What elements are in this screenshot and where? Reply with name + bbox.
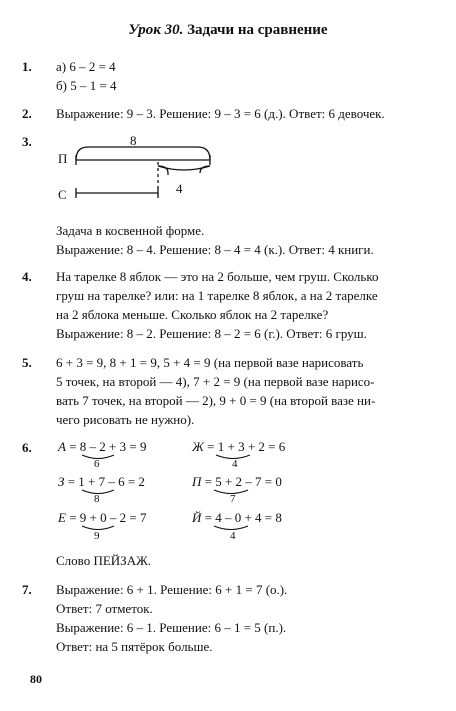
problem-5-line-4: чего рисовать не нужно).: [56, 412, 195, 427]
equation-letter: Ж: [192, 439, 204, 454]
problem-1-a: а) 6 – 2 = 4: [56, 59, 116, 74]
problem-5-number: 5.: [22, 355, 32, 370]
page-number: 80: [30, 672, 42, 686]
problem-2-number: 2.: [22, 106, 32, 121]
problem-1-number: 1.: [22, 59, 32, 74]
equation-y-subresult: 4: [230, 530, 236, 542]
lesson-topic: Задачи на сравнение: [187, 22, 328, 38]
problem-7-number: 7.: [22, 582, 32, 597]
problem-3-number: 3.: [22, 134, 32, 149]
problem-7-line-3: Выражение: 6 – 1. Решение: 6 – 1 = 5 (п.).: [56, 620, 287, 635]
problem-5-line-2: 5 точек, на второй — 4), 7 + 2 = 9 (на первой вазе нарисо-: [56, 374, 375, 389]
equation-letter: Е: [58, 510, 66, 525]
diagram-label-s: С: [58, 187, 67, 202]
equation-letter: Й: [192, 510, 202, 525]
equation-expression: = 9 + 0 – 2 = 7: [65, 510, 147, 525]
problem-2-text: Выражение: 9 – 3. Решение: 9 – 3 = 6 (д.). Ответ: 6 девочек.: [56, 106, 385, 121]
diagram-top-value: 8: [130, 133, 137, 148]
problem-4-line-1: На тарелке 8 яблок — это на 2 больше, чем груш. Сколько: [56, 269, 379, 284]
problem-5-line-3: вать 7 точек, на второй — 2), 9 + 0 = 9 (на второй вазе ни-: [56, 393, 376, 408]
equation-letter: З: [58, 474, 65, 489]
diagram-label-p: П: [58, 151, 68, 166]
problem-6-number: 6.: [22, 440, 32, 455]
problem-7-line-4: Ответ: на 5 пятёрок больше.: [56, 639, 213, 654]
problem-7-line-2: Ответ: 7 отметок.: [56, 601, 153, 616]
equation-expression: = 8 – 2 + 3 = 9: [65, 439, 147, 454]
problem-3-line-2: Выражение: 8 – 4. Решение: 8 – 4 = 4 (к.). Ответ: 4 книги.: [56, 242, 374, 257]
equation-z-subresult: 8: [94, 493, 100, 505]
equation-expression: = 1 + 7 – 6 = 2: [64, 474, 145, 489]
equation-expression: = 4 – 0 + 4 = 8: [201, 510, 282, 525]
problem-7-line-1: Выражение: 6 + 1. Решение: 6 + 1 = 7 (о.).: [56, 582, 288, 597]
equation-e-subresult: 9: [94, 530, 100, 542]
equation-expression: = 5 + 2 – 7 = 0: [201, 474, 282, 489]
problem-4-line-4: Выражение: 8 – 2. Решение: 8 – 2 = 6 (г.). Ответ: 6 груш.: [56, 326, 367, 341]
equation-expression: = 1 + 3 + 2 = 6: [203, 439, 286, 454]
problem-1-b: б) 5 – 1 = 4: [56, 78, 117, 93]
problem-4-line-2: груш на тарелке? или: на 1 тарелке 8 яблок, а на 2 тарелке: [56, 288, 378, 303]
diagram-diff-value: 4: [176, 181, 183, 196]
equation-a-subresult: 6: [94, 458, 100, 470]
equation-letter: А: [58, 439, 66, 454]
problem-5-line-1: 6 + 3 = 9, 8 + 1 = 9, 5 + 4 = 9 (на первой вазе нарисовать: [56, 355, 364, 370]
problem-6-answer-word: Слово ПЕЙЗАЖ.: [56, 553, 151, 568]
problem-4-line-3: на 2 яблока меньше. Сколько яблок на 2 тарелке?: [56, 307, 329, 322]
equation-zh-subresult: 4: [232, 458, 238, 470]
problem-4-number: 4.: [22, 269, 32, 284]
equation-p-subresult: 7: [230, 493, 236, 505]
equation-letter: П: [192, 474, 202, 489]
lesson-number: Урок 30.: [128, 22, 184, 38]
problem-3-line-1: Задача в косвенной форме.: [56, 223, 205, 238]
